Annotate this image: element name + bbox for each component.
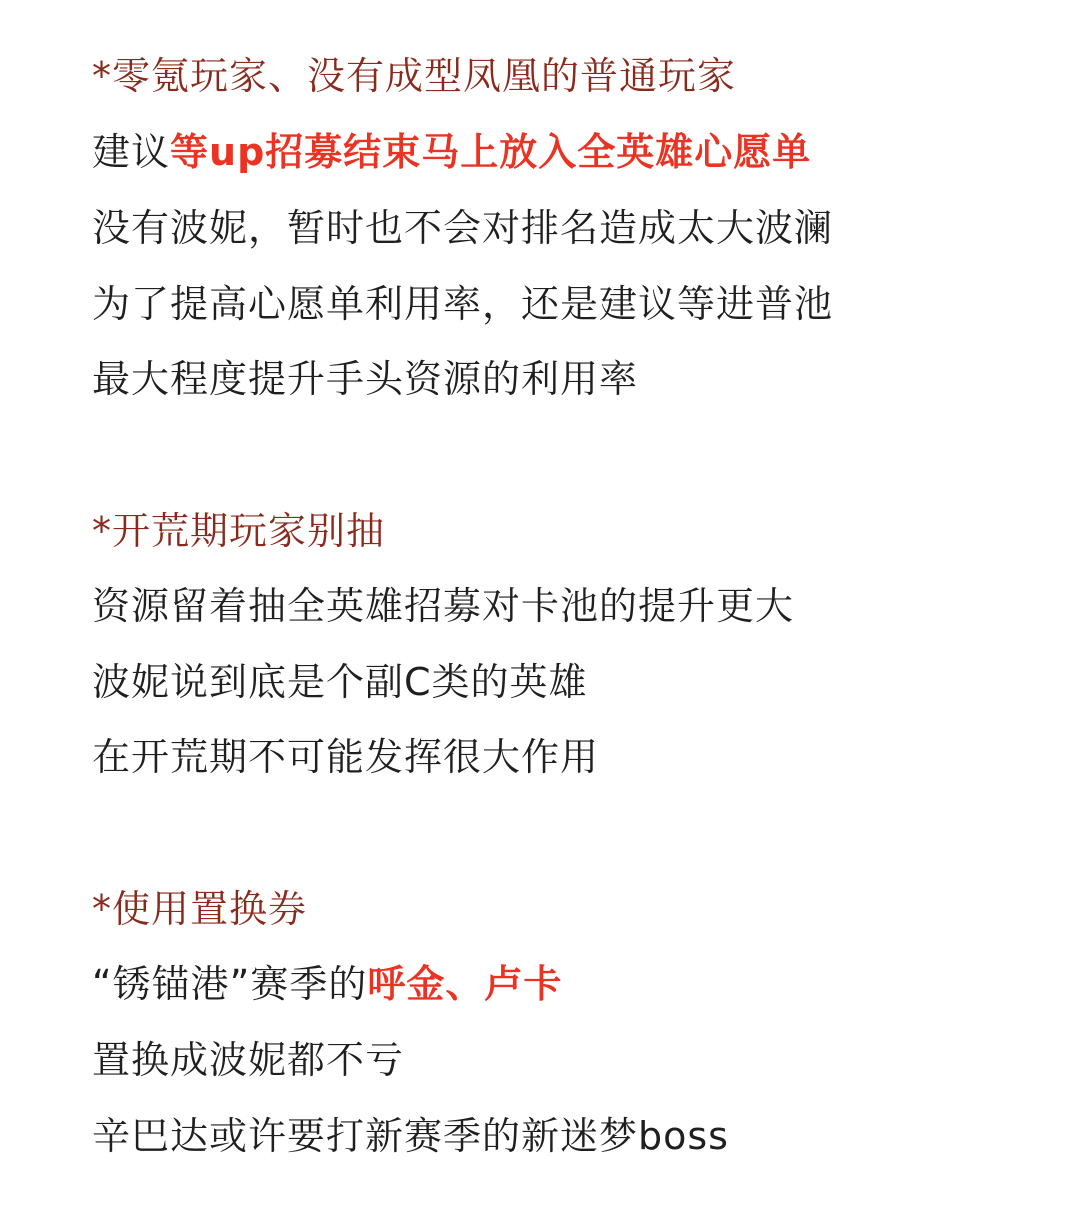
section-3-line-3: 辛巴达或许要打新赛季的新迷梦boss [92, 1114, 729, 1158]
section-1-line-2: 没有波妮，暂时也不会对排名造成太大波澜 [92, 206, 834, 250]
section-3-line-1-prefix: “锈锚港”赛季的 [92, 962, 368, 1006]
section-3-highlight: 呼金、卢卡 [367, 962, 563, 1006]
section-heading-zero-spend: *零氪玩家、没有成型凤凰的普通玩家 [92, 54, 737, 98]
section-1-line-1-prefix: 建议 [92, 130, 171, 174]
section-2-line-2: 波妮说到底是个副C类的英雄 [92, 660, 588, 704]
section-1-highlight: 等up招募结束马上放入全英雄心愿单 [170, 130, 812, 174]
section-1-line-1 [92, 128, 811, 176]
section-2-line-3: 在开荒期不可能发挥很大作用 [92, 735, 600, 779]
section-1-line-4: 最大程度提升手头资源的利用率 [92, 357, 639, 401]
section-heading-exchange-ticket: *使用置换券 [92, 887, 308, 931]
section-1-line-3: 为了提高心愿单利用率，还是建议等进普池 [92, 282, 834, 326]
section-2-line-1: 资源留着抽全英雄招募对卡池的提升更大 [92, 584, 795, 628]
section-heading-early-game: *开荒期玩家别抽 [92, 509, 386, 553]
section-3-line-1 [92, 960, 562, 1008]
section-3-line-2: 置换成波妮都不亏 [92, 1038, 405, 1082]
